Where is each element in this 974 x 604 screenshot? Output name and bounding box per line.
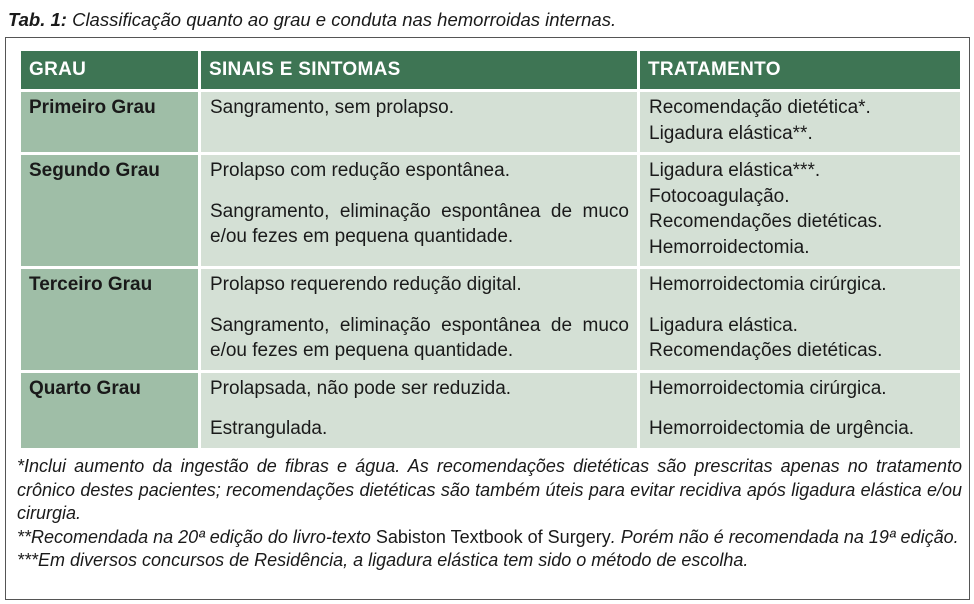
grau-cell: Quarto Grau	[20, 371, 200, 449]
footnote-3: ***Em diversos concursos de Residência, a ligadura elástica tem sido o método de escolha.	[17, 550, 749, 570]
caption-label: Tab. 1:	[8, 9, 67, 30]
footnote-1: *Inclui aumento da ingestão de fibras e água. As recomendações dietéticas são prescritas apenas no tratamento crônico destes pacientes; recomendações dietéticas são também úteis para evitar recidiva após ligadura elástica e/ou cirurgia.	[17, 456, 962, 523]
caption-text: Classificação quanto ao grau e conduta nas hemorroidas internas.	[72, 9, 617, 30]
sinais-item: Sangramento, sem prolapso.	[210, 97, 454, 118]
footnote-2-part-1: **Recomendada na 20ª edição do livro-texto	[17, 526, 376, 547]
tratamento-item: Hemorroidectomia.	[649, 236, 810, 258]
sinais-cell	[200, 154, 639, 268]
header-row	[20, 50, 962, 91]
sinais-cell	[200, 268, 639, 372]
tratamento-cell	[639, 91, 962, 154]
sinais-cell	[200, 371, 639, 449]
footnotes	[17, 455, 962, 573]
sinais-item: Sangramento, eliminação espontânea de muco e/ou fezes em pequena quantidade.	[210, 314, 629, 361]
tratamento-item: Ligadura elástica.	[649, 314, 798, 336]
table-row	[20, 154, 962, 268]
tratamento-cell	[639, 268, 962, 372]
table-caption	[8, 9, 616, 31]
tratamento-item: Hemorroidectomia cirúrgica.	[649, 377, 887, 399]
tratamento-item: Ligadura elástica**.	[649, 122, 813, 144]
tratamento-item: Recomendações dietéticas.	[649, 211, 883, 232]
tratamento-cell	[639, 154, 962, 268]
table-row	[20, 268, 962, 372]
sinais-item: Prolapsada, não pode ser reduzida.	[210, 377, 512, 399]
tratamento-item: Recomendações dietéticas.	[649, 340, 883, 361]
sinais-item: Sangramento, eliminação espontânea de muco e/ou fezes em pequena quantidade.	[210, 200, 629, 247]
header-tratamento: TRATAMENTO	[639, 50, 962, 91]
header-sinais: SINAIS E SINTOMAS	[200, 50, 639, 91]
sinais-item: Prolapso com redução espontânea.	[210, 160, 510, 181]
tratamento-item: Fotocoagulação.	[649, 185, 790, 207]
table-row	[20, 91, 962, 154]
tratamento-item: Hemorroidectomia de urgência.	[649, 418, 915, 439]
tratamento-item: Ligadura elástica***.	[649, 160, 821, 181]
footnote-2-part-2: . Porém não é recomendada na 19ª edição.	[610, 526, 959, 547]
table-row	[20, 371, 962, 449]
sinais-cell	[200, 91, 639, 154]
footnote-2	[17, 526, 962, 550]
grau-cell: Segundo Grau	[20, 154, 200, 268]
tratamento-item: Recomendação dietética*.	[649, 97, 871, 118]
sinais-item: Estrangulada.	[210, 418, 328, 439]
header-grau: GRAU	[20, 50, 200, 91]
tratamento-cell	[639, 371, 962, 449]
table-frame	[5, 37, 970, 600]
footnote-2-book-title: Sabiston Textbook of Surgery	[375, 526, 611, 547]
grau-cell: Primeiro Grau	[20, 91, 200, 154]
sinais-item: Prolapso requerendo redução digital.	[210, 274, 522, 295]
tratamento-item: Hemorroidectomia cirúrgica.	[649, 274, 887, 295]
classification-table	[18, 48, 963, 451]
grau-cell: Terceiro Grau	[20, 268, 200, 372]
